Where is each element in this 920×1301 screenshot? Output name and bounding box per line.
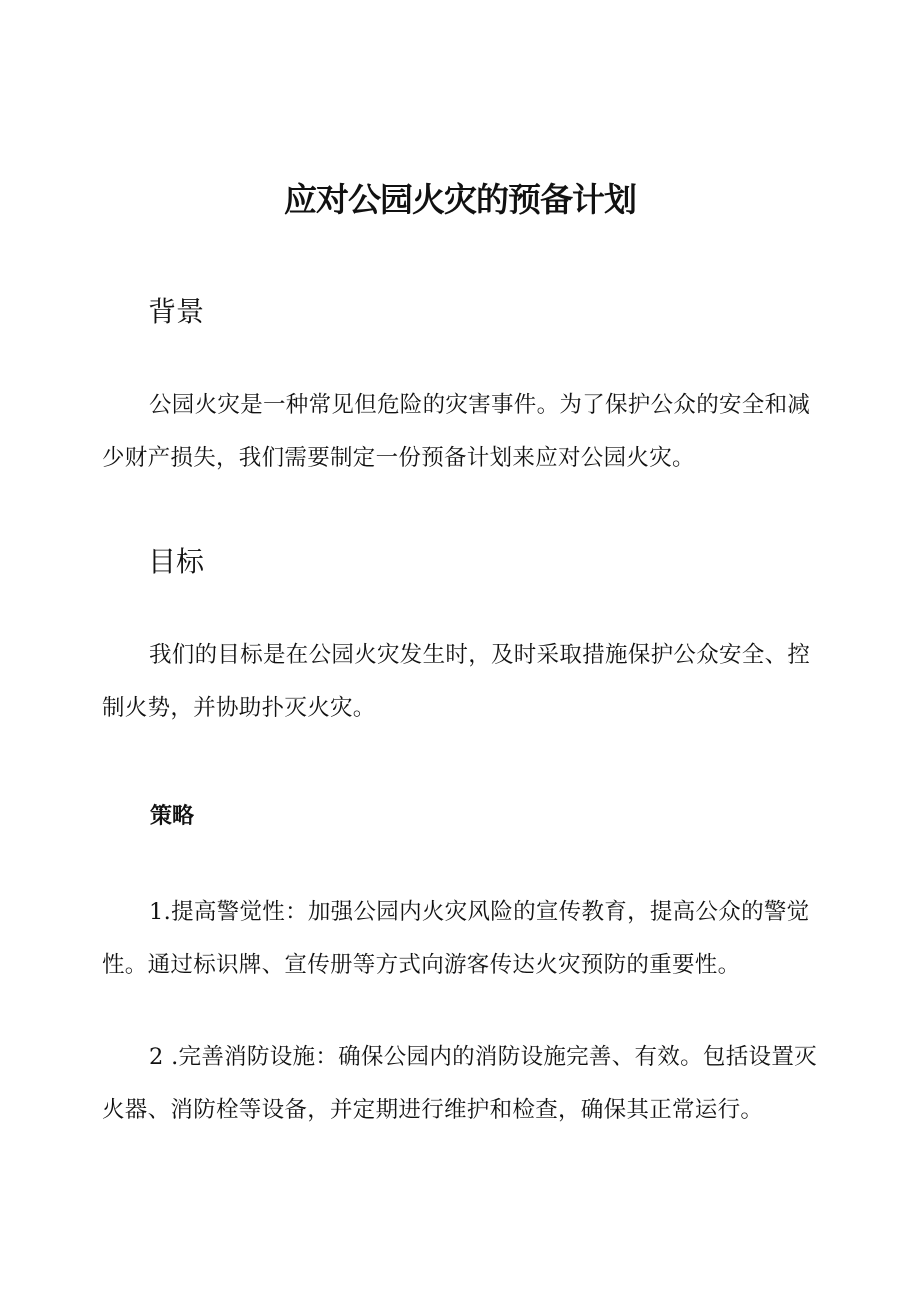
strategy-item-2: 2 .完善消防设施：确保公园内的消防设施完善、有效。包括设置灭火器、消防栓等设备，并定期进行维护和检查，确保其正常运行。 <box>102 1044 817 1123</box>
goal-paragraph: 我们的目标是在公园火灾发生时，及时采取措施保护公众安全、控制火势，并协助扑灭火灾。 <box>102 642 811 721</box>
section-heading-background: 背景 <box>148 295 205 328</box>
section-heading-goal: 目标 <box>148 545 205 578</box>
document-title: 应对公园火灾的预备计划 <box>284 180 636 219</box>
section-heading-strategy: 策略 <box>150 803 195 829</box>
strategy-item-1: 1.提高警觉性：加强公园内火灾风险的宣传教育，提高公众的警觉性。通过标识牌、宣传册等方式向游客传达火灾预防的重要性。 <box>102 899 810 978</box>
background-paragraph: 公园火灾是一种常见但危险的灾害事件。为了保护公众的安全和减少财产损失，我们需要制定一份预备计划来应对公园火灾。 <box>102 392 811 471</box>
